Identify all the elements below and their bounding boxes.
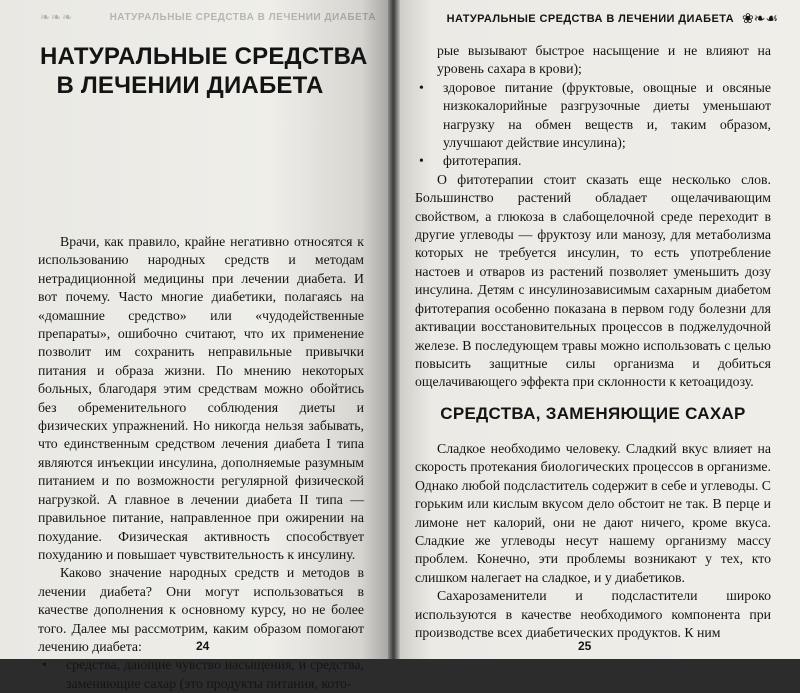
bullet-list <box>38 656 364 693</box>
paragraph: Сладкое необходимо человеку. Сладкий вкус влияет на скорость протекания биологических процессов в организме. Однако любой подсластитель содержит в себе и углеводы. С горьким или кислым вкусом дело обстоит не так. В перце и лимоне нет калорий, они не дают ничего, кроме вкуса. Сладкие же углеводы несут нашему организму массу проблем. Конечно, эти проблемы возникают у тех, кто слишком налегает на сладкое, и у диабетиков. <box>415 441 771 585</box>
right-running-head-text: НАТУРАЛЬНЫЕ СРЕДСТВА В ЛЕЧЕНИИ ДИАБЕТА <box>446 13 734 25</box>
bullet-dot-icon: • <box>419 153 424 169</box>
list-item-text: средства, дающие чувство насыщения, и средства, заменяющие сахар (это продукты питания, кото- <box>66 657 364 691</box>
left-running-head <box>40 8 376 26</box>
right-page <box>400 0 800 659</box>
list-item <box>415 152 771 170</box>
list-item <box>38 656 364 693</box>
book-gutter <box>388 0 400 659</box>
list-item-text: здоровое питание (фруктовые, овощные и овсяные низкокалорийные разгрузочные диеты уменьшают нагрузку на обмен веществ и, таким образом, улучшают действие инсулина); <box>443 79 771 151</box>
left-page <box>0 0 388 691</box>
ornament-icon: ❧❧❧ <box>40 9 74 24</box>
paragraph: О фитотерапии стоит сказать еще несколько слов. Большинство растений обладает ощелачивающим свойством, а глюкоза в слабощелочной среде переходит в другие углеводы — фруктозу или манозу, для метаболизма которых не требуется инсулин, то есть употребление настоев и отваров из растений позволяет уменьшить дозу инсулина. Детям с инсулинозависимым сахарным диабетом фитотерапия особенно показана в первом году болезни для активации восстановительных процессов в поджелудочной железе. В последующем травы можно использовать с целью повысить защитные силы организма и добиться ощелачивающего эффекта при склонности к кетоацидозу. <box>415 171 771 390</box>
continuation-text: рые вызывают быстрое насыщение и не влияют на уровень сахара в крови); <box>437 43 771 77</box>
bullet-dot-icon: • <box>42 657 47 673</box>
chapter-title-line1: НАТУРАЛЬНЫЕ СРЕДСТВА <box>40 43 368 70</box>
bullet-list <box>415 79 771 171</box>
right-body-bottom <box>415 440 771 642</box>
scroll-ornament-icon: ❀❧☙ <box>741 11 778 27</box>
left-running-head-text: НАТУРАЛЬНЫЕ СРЕДСТВА В ЛЕЧЕНИИ ДИАБЕТА <box>109 11 376 23</box>
list-item <box>415 79 771 153</box>
chapter-title-line2: В ЛЕЧЕНИИ ДИАБЕТА <box>56 72 324 99</box>
right-running-head <box>446 9 778 29</box>
page-number-right: 25 <box>578 639 592 653</box>
paragraph: Каково значение народных средств и методов в лечении диабета? Они могут использоваться в качестве дополнения к основному курсу, но не более того. Далее мы рассмотрим, каким образом помогают лечению диабета: <box>38 565 364 654</box>
left-body-text <box>38 233 364 693</box>
page-number-left: 24 <box>196 639 210 653</box>
bullet-dot-icon: • <box>419 79 424 95</box>
list-item-text: фитотерапия. <box>443 153 522 169</box>
paragraph: Врачи, как правило, крайне негативно относятся к использованию народных средств и методам нетрадиционной медицины при лечении диабета. И вот почему. Часто многие диабетики, полагаясь на «домашние средство» или «чудодейственные препараты», ошибочно считают, что их применение позволит им сохранить неправильные привычки питания и образа жизни. По мнению некоторых больных, благодаря этим средствам можно обойтись без обременительного соблюдения диеты и физических упражнений. Но никогда нельзя забывать, что единственным средством лечения диабета I типа являются инъекции инсулина, дополняемые разумным питанием и по возможности регулярной физической нагрузкой. А главное в лечении диабета II типа — правильное питание, направленное при ожирении на похудание. Физическая активность способствует похуданию и повышает чувствительность к инсулину. <box>38 234 364 562</box>
paragraph: Сахарозаменители и подсластители широко используются в качестве необходимого компонента при производстве всех диабетических продуктов. К ним <box>415 588 771 641</box>
chapter-title <box>40 42 368 100</box>
right-body-top <box>415 42 771 392</box>
section-title: СРЕДСТВА, ЗАМЕНЯЮЩИЕ САХАР <box>440 404 746 423</box>
